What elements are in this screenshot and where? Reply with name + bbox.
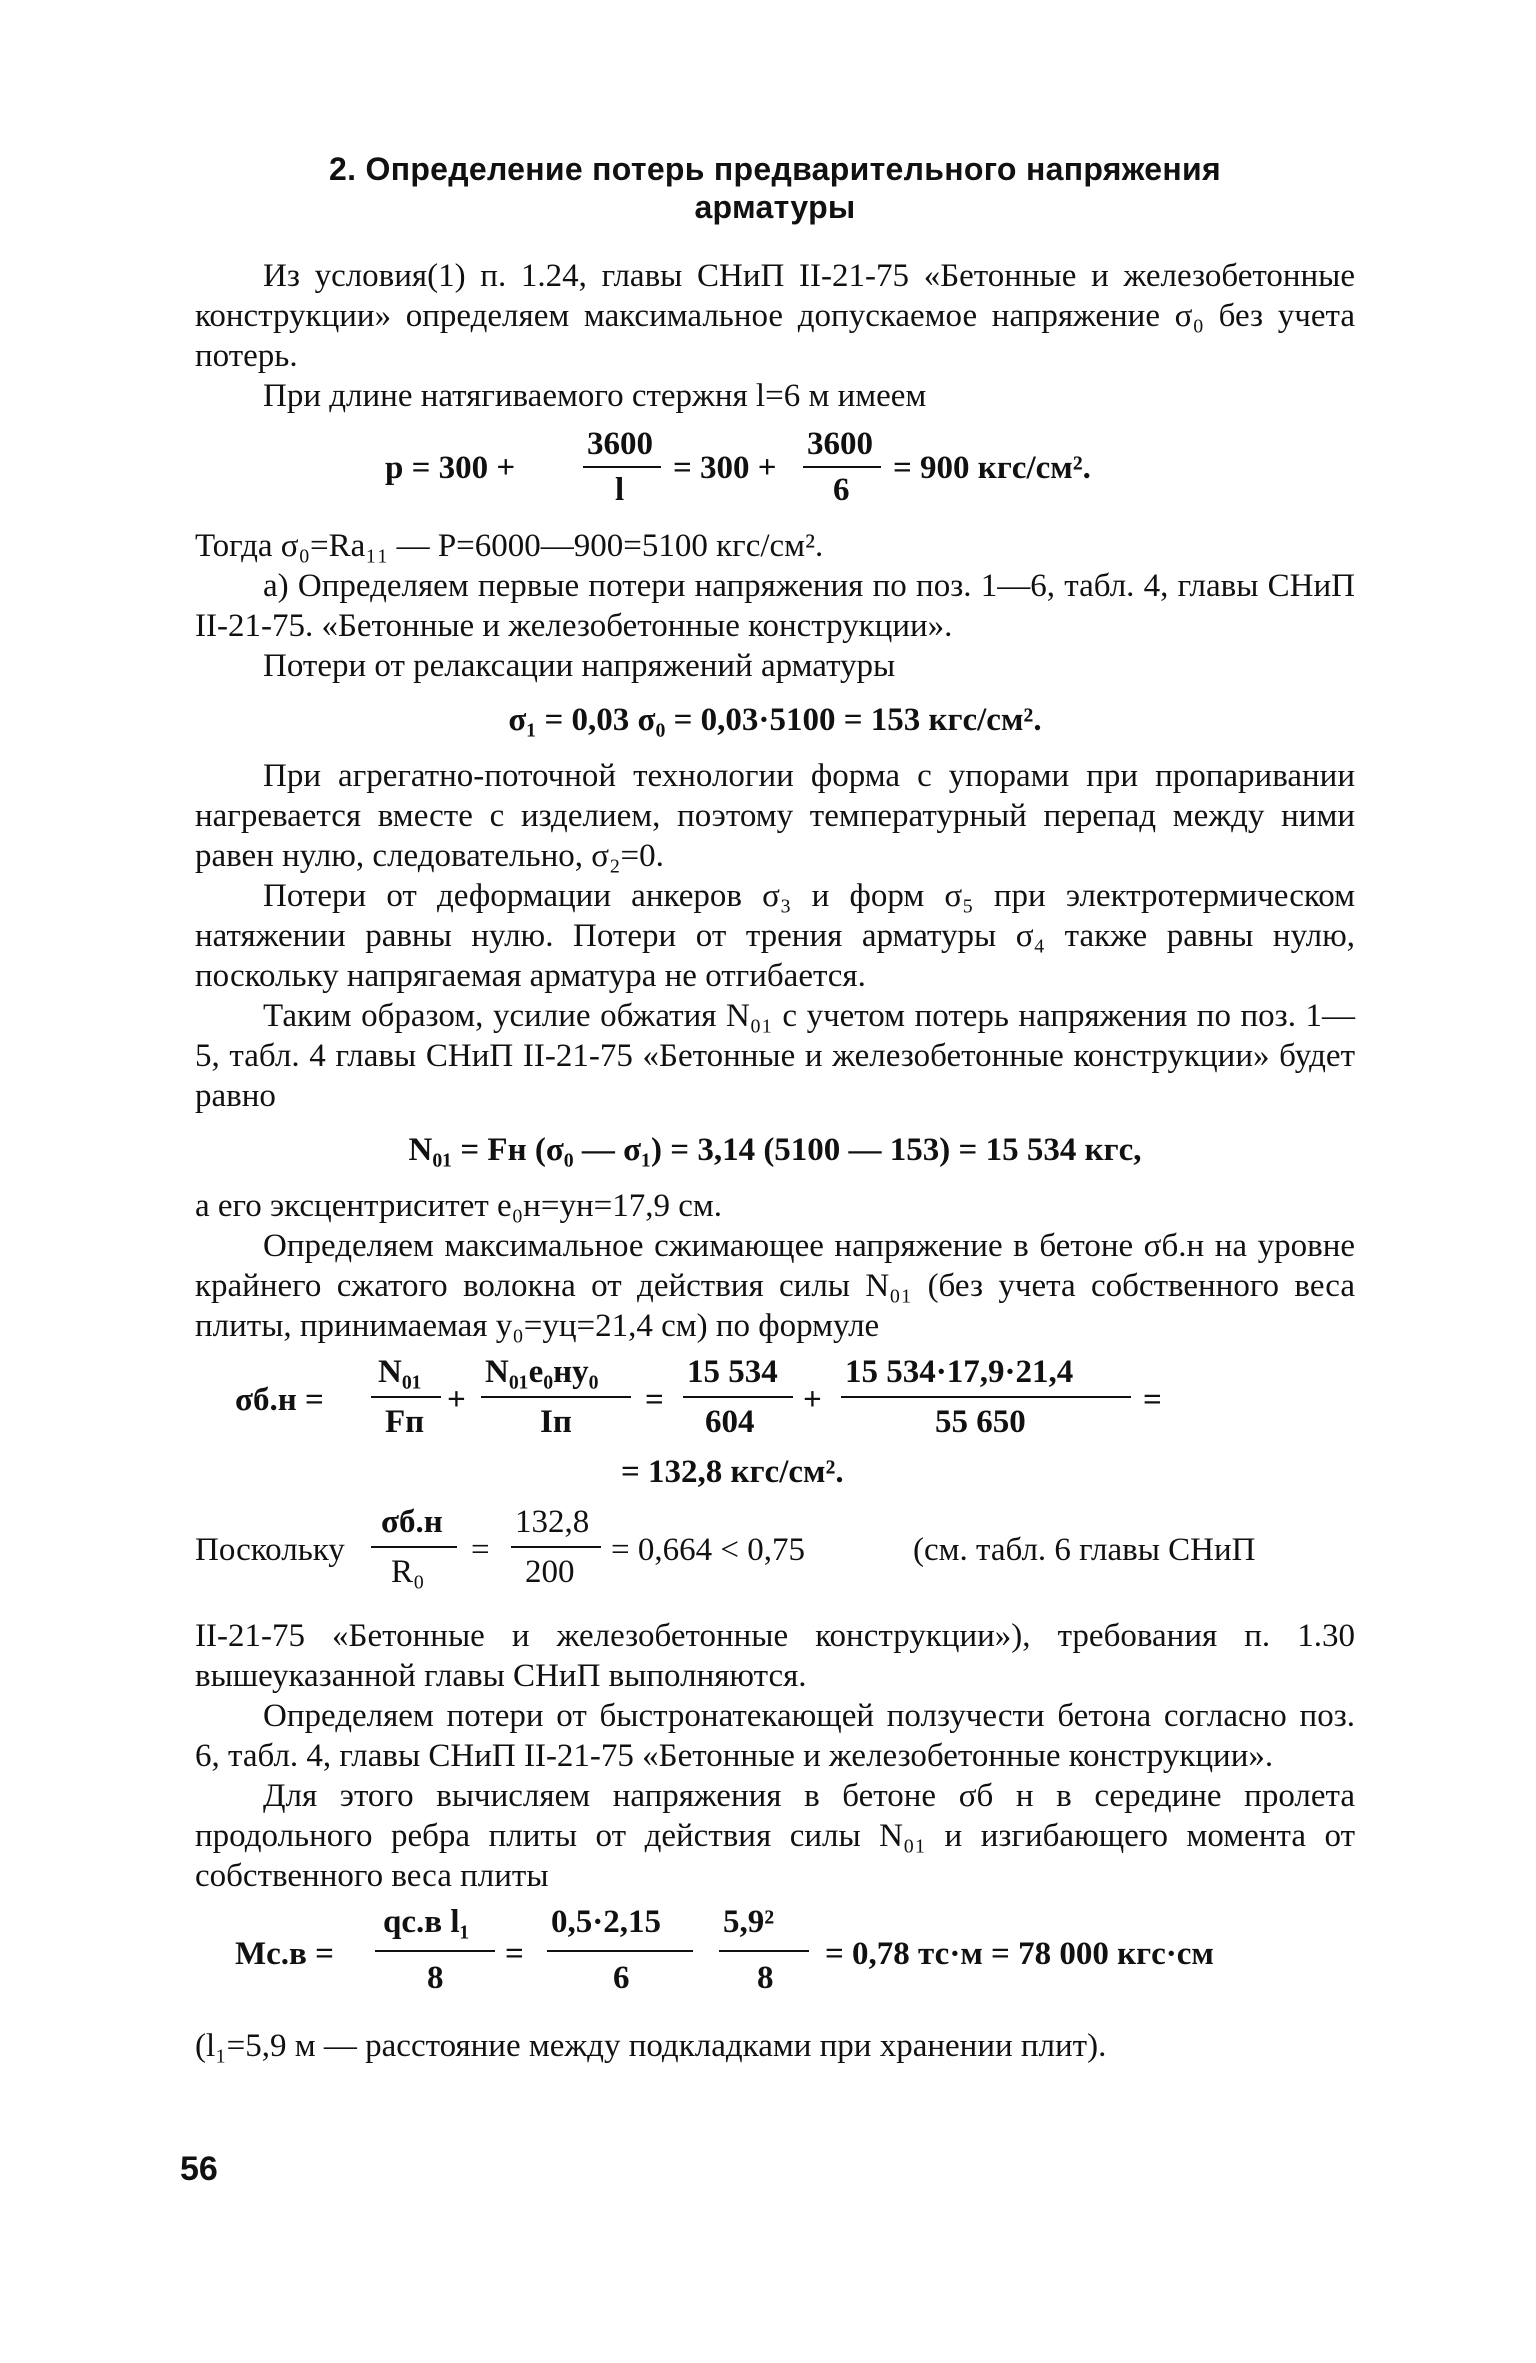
formula-sbn-eq1: = <box>645 1382 664 1418</box>
paragraph-2: При длине натягиваемого стержня l=6 м имеем <box>263 378 927 414</box>
formula-sbn-den1: Fп <box>385 1404 425 1440</box>
formula-sigma1: σ₁ = 0,03 σ₀ = 0,03·5100 = 153 кгс/см². <box>508 702 1042 738</box>
moment-num3: 5,9² <box>723 1904 775 1940</box>
paragraph-8: Таким образом, усилие обжатия N₀₁ с учетом потерь напряжения по поз. 1—5, табл. 4 главы СНиП II-21-75 «Бетонные и железобетонные конструкции» будет равно <box>195 998 1355 1114</box>
moment-den1: 8 <box>427 1960 444 1996</box>
formula-n01: N₀₁ = Fн (σ₀ — σ₁) = 3,14 (5100 — 153) = 15 534 кгс, <box>408 1132 1142 1168</box>
fraction-bar <box>511 1546 601 1548</box>
moment-num1: qс.в l₁ <box>383 1904 470 1940</box>
fraction-bar <box>841 1396 1131 1398</box>
fraction-bar <box>547 1950 693 1952</box>
ratio-num2: 132,8 <box>515 1504 590 1540</box>
fraction-bar <box>375 1950 495 1952</box>
heading-line-2: арматуры <box>694 189 856 225</box>
paragraph-4: а) Определяем первые потери напряжения по поз. 1—6, табл. 4, главы СНиП II-21-75. «Бетонные и железобетонные конструкции». <box>195 568 1355 644</box>
paragraph-12: Определяем потери от быстронатекающей ползучести бетона согласно поз. 6, табл. 4, главы СНиП II-21-75 «Бетонные и железобетонные конструкции». <box>195 1698 1355 1774</box>
moment-den3: 8 <box>757 1960 774 1996</box>
formula-p-lhs: p = 300 + <box>385 450 516 486</box>
formula-p-den1: l <box>615 472 625 508</box>
paragraph-5: Потери от релаксации напряжений арматуры <box>263 648 896 684</box>
paragraph-7: Потери от деформации анкеров σ₃ и форм σ₅ при электротермическом натяжении равны нулю. Потери от трения арматуры σ₄ также равны нулю, поскольку напрягаемая арматура не отгибается. <box>195 878 1355 994</box>
formula-p-den2: 6 <box>833 472 850 508</box>
formula-sbn-result: = 132,8 кгс/см². <box>621 1454 844 1490</box>
formula-sigma-bn <box>195 1346 1355 1496</box>
moment-num2: 0,5·2,15 <box>551 1904 662 1940</box>
formula-p <box>195 416 1355 526</box>
fraction-bar <box>481 1396 631 1398</box>
formula-sbn-num2: N₀₁e₀нy₀ <box>485 1354 599 1390</box>
fraction-bar <box>803 466 881 468</box>
moment-den2: 6 <box>613 1960 630 1996</box>
ratio-den1: R₀ <box>391 1554 425 1590</box>
heading-line-1: 2. Определение потерь предварительного напряжения <box>329 151 1221 187</box>
formula-p-rhs: = 900 кгс/см². <box>893 450 1091 486</box>
ratio-word: Поскольку <box>195 1532 345 1568</box>
ratio-den2: 200 <box>525 1554 575 1590</box>
formula-sbn-num3: 15 534 <box>687 1354 778 1390</box>
formula-sbn-den2: Iп <box>540 1404 572 1440</box>
page-content <box>195 150 1355 2066</box>
moment-lhs: Mс.в = <box>235 1936 334 1972</box>
formula-sbn-num1: N₀₁ <box>378 1354 422 1390</box>
paragraph-1: Из условия(1) п. 1.24, главы СНиП II-21-75 «Бетонные и железобетонные конструкции» определяем максимальное допускаемое напряжение σ₀ без учета потерь. <box>195 258 1355 374</box>
formula-p-mid: = 300 + <box>673 450 777 486</box>
ratio-note: (см. табл. 6 главы СНиП <box>913 1532 1256 1568</box>
formula-sbn-eq2: = <box>1143 1382 1162 1418</box>
ratio-rhs: = 0,664 < 0,75 <box>611 1532 805 1568</box>
paragraph-10: Определяем максимальное сжимающее напряжение в бетоне σб.н на уровне крайнего сжатого волокна от действия силы N₀₁ (без учета собственного веса плиты, принимаемая y₀=yц=21,4 см) по формуле <box>195 1228 1355 1344</box>
paragraph-9: а его эксцентриситет e₀н=yн=17,9 см. <box>195 1188 723 1224</box>
formula-sbn-den4: 55 650 <box>935 1404 1026 1440</box>
page-number: 56 <box>180 2150 218 2188</box>
formula-p-num2: 3600 <box>807 426 873 462</box>
formula-sbn-plus2: + <box>803 1382 822 1418</box>
fraction-bar <box>583 466 661 468</box>
formula-p-num1: 3600 <box>587 426 653 462</box>
moment-rhs: = 0,78 тс·м = 78 000 кгс·см <box>825 1936 1214 1972</box>
paragraph-6: При агрегатно-поточной технологии форма с упорами при пропаривании нагревается вместе с изделием, поэтому температурный перепад между ними равен нулю, следовательно, σ₂=0. <box>195 758 1355 874</box>
ratio-eq1: = <box>471 1532 490 1568</box>
moment-eq1: = <box>505 1936 524 1972</box>
ratio-num1: σб.н <box>381 1504 443 1540</box>
formula-sbn-den3: 604 <box>705 1404 755 1440</box>
fraction-bar <box>683 1396 793 1398</box>
formula-sbn-num4: 15 534·17,9·21,4 <box>845 1354 1074 1390</box>
formula-sbn-plus1: + <box>447 1382 466 1418</box>
paragraph-14: (l₁=5,9 м — расстояние между подкладками при хранении плит). <box>195 2028 1107 2064</box>
paragraph-11: II-21-75 «Бетонные и железобетонные конструкции»), требования п. 1.30 вышеуказанной главы СНиП выполняются. <box>195 1618 1355 1694</box>
paragraph-13: Для этого вычисляем напряжения в бетоне σб н в середине пролета продольного ребра плиты от действия силы N₀₁ и изгибающего момента от собственного веса плиты <box>195 1778 1355 1894</box>
formula-moment <box>195 1896 1355 2016</box>
formula-ratio <box>195 1496 1355 1616</box>
paragraph-3: Тогда σ₀=Rа₁₁ — P=6000—900=5100 кгс/см². <box>195 528 824 564</box>
formula-sbn-lhs: σб.н = <box>235 1382 324 1418</box>
fraction-bar <box>371 1546 457 1548</box>
fraction-bar <box>719 1950 809 1952</box>
section-heading <box>195 150 1355 226</box>
fraction-bar <box>371 1396 441 1398</box>
